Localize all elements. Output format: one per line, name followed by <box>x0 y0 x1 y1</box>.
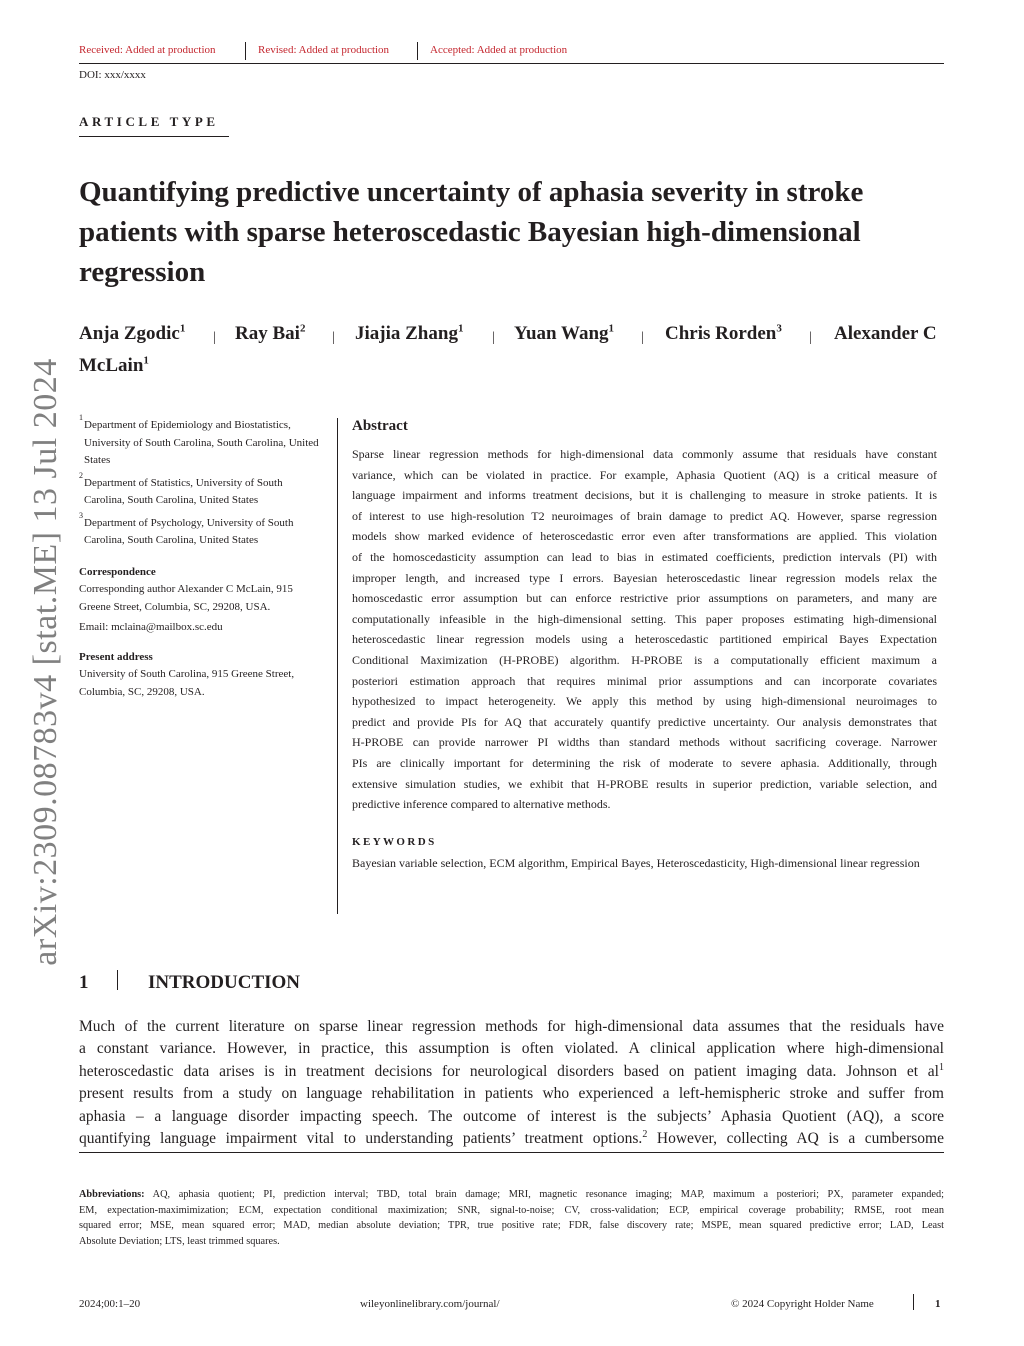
author-name: McLain$^1$ <box>79 354 149 376</box>
keywords-text: Bayesian variable selection, ECM algorithm, Empirical Bayes, Heteroscedasticity, High-dimensional linear regression <box>352 856 920 870</box>
abstract-heading: Abstract <box>352 418 408 434</box>
correspondence-email: Email: mclaina@mailbox.sc.edu <box>79 621 223 633</box>
citation[interactable]: 1 <box>939 1061 944 1073</box>
affiliation: 1 Department of Epidemiology and Biostatistics, University of South Carolina, South Carolina, United States <box>79 413 319 466</box>
author-separator: | <box>213 330 216 345</box>
section-number: 1 <box>79 972 89 993</box>
keywords-heading: KEYWORDS <box>352 836 437 848</box>
author-separator: | <box>641 330 644 345</box>
section-title: INTRODUCTION <box>148 972 301 993</box>
affiliation: 2 Department of Statistics, University of South Carolina, South Carolina, United States <box>79 470 283 506</box>
author-name: Alexander C <box>834 323 937 344</box>
left-column <box>79 413 324 704</box>
correspondence-text: Corresponding author Alexander C McLain, 915 Greene Street, Columbia, SC, 29208, USA. <box>79 583 293 613</box>
author-name: Chris Rorden$^3$ <box>665 322 782 344</box>
paper-title: Quantifying predictive uncertainty of aphasia severity in stroke patients with sparse heteroscedastic Bayesian high-dimensional regression <box>79 176 864 288</box>
author-name: Ray Bai$^2$ <box>235 322 306 344</box>
received-date: Received: Added at production <box>79 44 216 56</box>
column-divider <box>337 418 338 914</box>
header-separator <box>417 42 418 60</box>
page-number: 1 <box>935 1298 941 1310</box>
author-separator: | <box>809 330 812 345</box>
footer-volume: 2024;00:1–20 <box>79 1298 141 1310</box>
correspondence-heading: Correspondence <box>79 565 156 578</box>
header-separator <box>245 42 246 60</box>
affiliation: 3 Department of Psychology, University of South Carolina, South Carolina, United States <box>79 510 294 546</box>
author-separator: | <box>492 330 495 345</box>
header-rule <box>79 63 944 64</box>
author-name: Anja Zgodic$^1$ <box>79 322 186 344</box>
abbreviations-footnote: Abbreviations: AQ, aphasia quotient; PI, prediction interval; TBD, total brain damage; MRI, magnetic resonance imaging; MAP, maximum a posteriori; PX, parameter expanded; EM, expectation-maximimization; ECM, expectation conditional maximization; SNR, signal-to-noise; CV, cross-validation; ECP, empirical coverage probability; RMSE, root mean squared error; MSE, mean squared error; MAD, median absolute deviation; TPR, true positive rate; FDR, false discovery rate; MSPE, mean squared predictive error; LAD, Least Absolute Deviation; LTS, least trimmed squares. <box>79 1189 944 1247</box>
author-separator: | <box>332 330 335 345</box>
article-type: ARTICLE TYPE <box>79 114 219 129</box>
footnote-rule <box>79 1152 944 1153</box>
footer-journal-url[interactable]: wileyonlinelibrary.com/journal/ <box>360 1298 500 1310</box>
citation[interactable]: 2 <box>642 1128 648 1140</box>
accepted-date: Accepted: Added at production <box>430 44 568 56</box>
abstract-text: Sparse linear regression methods for high-dimensional data commonly assume that residuals have constant variance, which can be violated in practice. For example, Aphasia Quotient (AQ) is a critical measure of language impairment and informs treatment decisions, but it is challenging to measure in stroke patients. It is of interest to use high-resolution T2 neuroimages of brain damage to predict AQ. However, sparse regression models show marked evidence of heteroscedastic error even after transformations are applied. This violation of the homoscedasticity assumption can lead to bias in estimated coefficients, prediction intervals (PI) with improper length, and increased type I errors. Bayesian heteroscedastic linear regression models relax the homoscedastic error assumption but can enforce restrictive prior assumptions on parameters, and many are computationally infeasible in the high-dimensional setting. This paper proposes estimating high-dimensional heteroscedastic linear regression models using a heteroscedastic partitioned empirical Bayes Expectation Conditional Maximization (H-PROBE) algorithm. H-PROBE is a computationally efficient maximum a posteriori estimation approach that requires minimal prior assumptions and can incorporate covariates hypothesized to impact heterogeneity. We apply this method by using high-dimensional neuroimages to predict and provide PIs for AQ that accurately quantify predictive uncertainty. Our analysis demonstrates that H-PROBE can provide narrower PI widths than standard methods without sacrificing coverage. Narrower PIs are clinically important for determining the risk of moderate to severe aphasia. Additionally, through extensive simulation studies, we exhibit that H-PROBE results in superior prediction, variable selection, and predictive inference compared to alternative methods. <box>352 447 937 812</box>
author-name: Jiajia Zhang$^1$ <box>355 322 464 344</box>
present-address-heading: Present address <box>79 650 153 663</box>
footer-separator <box>913 1294 914 1310</box>
introduction-text: Much of the current literature on sparse linear regression methods for high-dimensional data assumes that the residuals have a constant variance. However, in practice, this assumption is often violated. A clinical application where high-dimensional heteroscedastic data arises is in treatment decisions for neurological disorders based on patient imaging data. Johnson et $al^1$ present results from a study on language rehabilitation in patients who experienced a left-hemispheric stroke and suffer from aphasia – a language disorder impacting speech. The outcome of interest is the subjects’ Aphasia Quotient (AQ), a score quantifying language impairment vital to understanding patients’ treatment options.$^2$ However, collecting AQ is a cumbersome <box>79 1018 944 1148</box>
doi: DOI: xxx/xxxx <box>79 69 146 81</box>
revised-date: Revised: Added at production <box>258 44 390 56</box>
present-address-text: University of South Carolina, 915 Greene Street, Columbia, SC, 29208, USA. <box>79 668 295 698</box>
section-separator <box>117 970 118 990</box>
footer-copyright: © 2024 Copyright Holder Name <box>731 1298 874 1310</box>
article-type-rule <box>79 136 229 137</box>
arxiv-identifier: arXiv:2309.08783v4 [stat.ME] 13 Jul 2024 <box>27 358 64 966</box>
author-name: Yuan Wang$^1$ <box>514 322 615 344</box>
